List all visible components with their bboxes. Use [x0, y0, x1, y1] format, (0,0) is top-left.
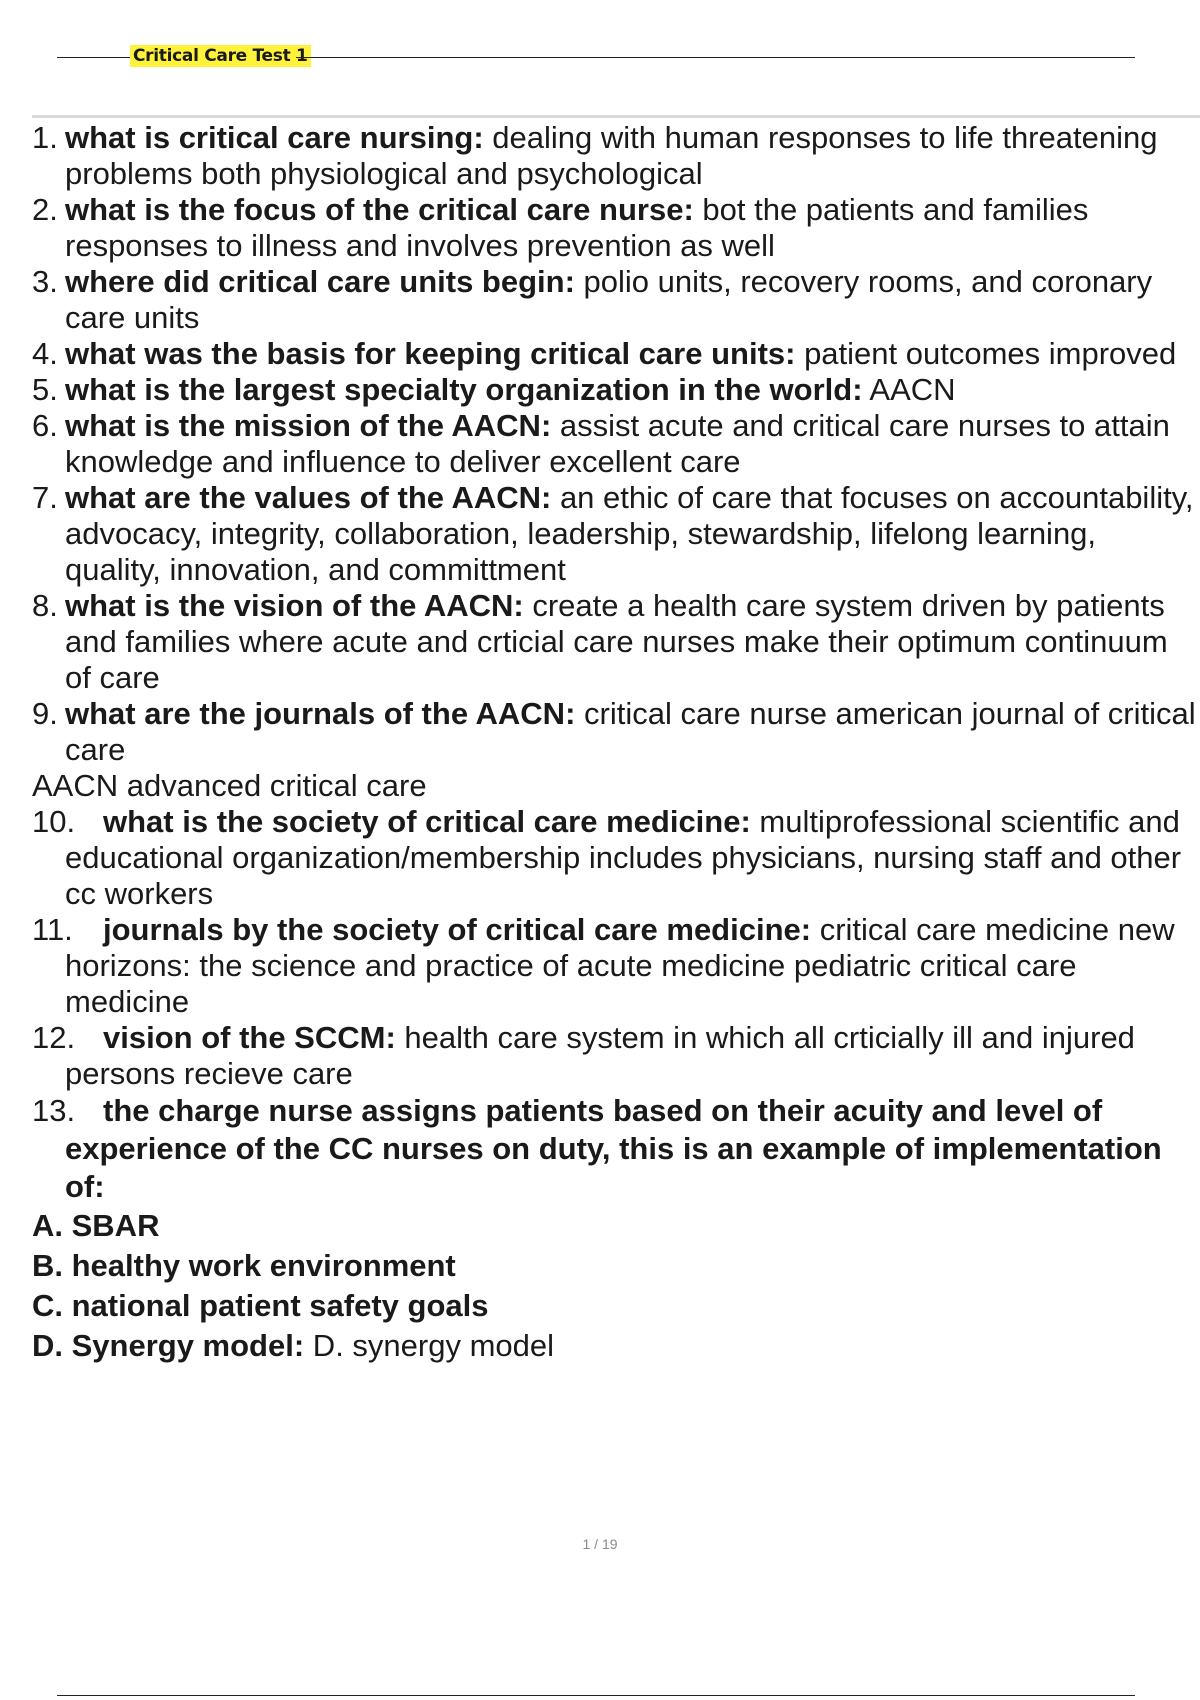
question-text: what is the society of critical care medicine:: [103, 804, 751, 839]
header-rule-left: [57, 57, 130, 58]
answer-text: health care system in which all crticially ill and injured persons recieve care: [65, 1020, 1135, 1091]
question-list: [32, 120, 1200, 1366]
answer-text: dealing with human responses to life threatening problems both physiological and psychological: [65, 120, 1158, 191]
document-title: Critical Care Test 1: [130, 45, 311, 67]
answer-text: critical care medicine new horizons: the science and practice of acute medicine pediatric critical care medicine: [65, 912, 1175, 1019]
list-item: [32, 1092, 1200, 1206]
item-number: 3.: [32, 264, 58, 299]
item-number: 6.: [32, 408, 58, 443]
item-number: 2.: [32, 192, 58, 227]
item-number: 4.: [32, 336, 58, 371]
answer-text: polio units, recovery rooms, and coronary care units: [65, 264, 1153, 335]
question-text: what was the basis for keeping critical care units:: [65, 336, 796, 371]
list-item: [32, 336, 1200, 372]
question-text: what is the focus of the critical care nurse:: [65, 192, 694, 227]
header-rule-right: [296, 57, 1135, 58]
continuation-text: AACN advanced critical care: [32, 768, 427, 803]
option-d: D. Synergy model: D. synergy model: [32, 1328, 555, 1363]
answer-text: critical care nurse american journal of critical care: [65, 696, 1196, 767]
answer-text: bot the patients and families responses to illness and involves prevention as well: [65, 192, 1089, 263]
list-item: [32, 408, 1200, 480]
question-text: what is the largest specialty organization in the world:: [65, 372, 863, 407]
item-number: 1.: [32, 120, 58, 155]
question-text: what are the journals of the AACN:: [65, 696, 576, 731]
answer-text: assist acute and critical care nurses to attain knowledge and influence to deliver excellent care: [65, 408, 1170, 479]
list-item: [32, 192, 1200, 264]
question-text: what are the values of the AACN:: [65, 480, 552, 515]
item-number: 10.: [32, 804, 76, 839]
question-text: journals by the society of critical care medicine:: [103, 912, 812, 947]
item-number: 8.: [32, 588, 58, 623]
list-item: [32, 1020, 1200, 1092]
question-text: what is critical care nursing:: [65, 120, 484, 155]
item-number: 7.: [32, 480, 58, 515]
list-item: [32, 588, 1200, 696]
question-text: vision of the SCCM:: [103, 1020, 396, 1055]
section-divider: [32, 115, 1200, 118]
item-number: 5.: [32, 372, 58, 407]
list-item: [32, 372, 1200, 408]
question-text: where did critical care units begin:: [65, 264, 575, 299]
answer-text: create a health care system driven by patients and families where acute and crticial care nurses make their optimum continuum of care: [65, 588, 1168, 695]
option-a: A. SBAR: [32, 1208, 160, 1243]
list-item: [32, 804, 1200, 912]
question-text: what is the vision of the AACN:: [65, 588, 524, 623]
list-item: [32, 120, 1200, 192]
answer-text: AACN: [862, 372, 956, 407]
footer-rule: [57, 1695, 1135, 1696]
list-item: [32, 696, 1200, 768]
question-text: the charge nurse assigns patients based on their acuity and level of experience of the CC nurses on duty, this is an example of implementation of:: [65, 1093, 1162, 1204]
page-number: 1 / 19: [582, 1536, 618, 1552]
item-number: 9.: [32, 696, 58, 731]
question-text: what is the mission of the AACN:: [65, 408, 552, 443]
option-b: B. healthy work environment: [32, 1248, 456, 1283]
answer-text: patient outcomes improved: [795, 336, 1177, 371]
list-item: [32, 912, 1200, 1020]
item-number: 13.: [32, 1093, 76, 1128]
item-number: 12.: [32, 1020, 76, 1055]
option-c: C. national patient safety goals: [32, 1288, 489, 1323]
answer-text: an ethic of care that focuses on accountability, advocacy, integrity, collaboration, leadership, stewardship, lifelong learning, quality, innovation, and committment: [65, 480, 1194, 587]
item-number: 11.: [32, 912, 73, 947]
list-item: [32, 264, 1200, 336]
answer-text: multiprofessional scientific and educational organization/membership includes physicians, nursing staff and other cc workers: [65, 804, 1182, 911]
list-item: [32, 480, 1200, 588]
correct-answer: D. synergy model: [304, 1328, 555, 1363]
